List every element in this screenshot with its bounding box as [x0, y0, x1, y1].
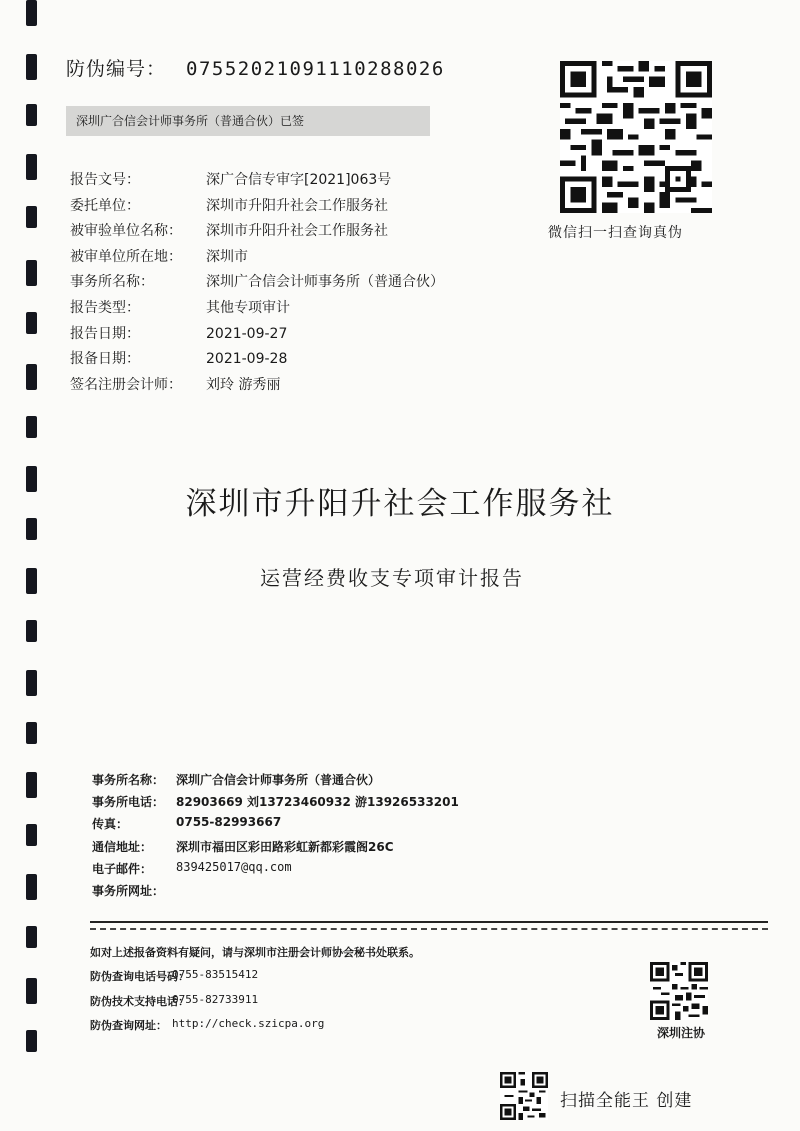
info-key: 被审单位所在地：	[70, 248, 182, 265]
binding-hole	[26, 206, 37, 228]
binding-hole	[26, 54, 37, 80]
client-row	[70, 196, 530, 222]
binding-hole	[26, 416, 37, 438]
contact-key: 事务所名称：	[92, 773, 165, 787]
footer-value: 0755-82733911	[172, 992, 259, 1006]
binding-hole	[26, 772, 37, 798]
contact-key: 通信地址：	[92, 839, 153, 854]
info-value: 深圳市升阳升社会工作服务社	[206, 197, 388, 214]
signing-accountants-row	[70, 375, 530, 401]
divider-solid	[90, 921, 768, 923]
contact-row	[92, 882, 552, 904]
filing-date-row	[70, 349, 530, 375]
binding-hole	[26, 364, 37, 390]
qr-caption: 微信扫一扫查询真伪	[548, 225, 683, 241]
binding-hole	[26, 926, 37, 948]
document-title: 深圳市升阳升社会工作服务社	[185, 486, 615, 522]
binding-hole	[26, 260, 37, 286]
signed-bar: 深圳广合信会计师事务所（普通合伙）已签	[66, 106, 430, 136]
binding-hole	[26, 722, 37, 744]
contact-row	[92, 771, 552, 793]
anti-counterfeit-number	[66, 54, 445, 81]
info-key: 委托单位：	[70, 197, 140, 214]
footer-key: 防伪技术支持电话：	[90, 994, 189, 1008]
binding-hole	[26, 670, 37, 696]
szicpa-qr-caption: 深圳注协	[656, 1026, 705, 1040]
binding-hole	[26, 104, 37, 126]
info-value: 深圳市	[206, 248, 248, 265]
footer-row	[90, 993, 610, 1018]
audited-entity-row	[70, 221, 530, 247]
contact-value: 839425017@qq.com	[176, 859, 292, 874]
anti-counterfeit-label: 防伪编号：	[66, 58, 167, 80]
contact-key: 电子邮件：	[92, 861, 153, 876]
contact-value: 82903669 刘13723460932 游13926533201	[176, 795, 459, 810]
entity-location-row	[70, 247, 530, 273]
info-key: 报告类型：	[70, 299, 140, 316]
info-value: 其他专项审计	[206, 299, 290, 316]
report-info-list	[70, 170, 530, 400]
info-key: 被审验单位名称：	[70, 223, 182, 240]
footer-row	[90, 1017, 610, 1042]
info-key: 事务所名称：	[70, 274, 154, 291]
report-type-row	[70, 298, 530, 324]
footer-key: 防伪查询网址：	[90, 1019, 167, 1032]
contact-row	[92, 860, 552, 882]
report-number-row	[70, 170, 530, 196]
footer-value[interactable]: http://check.szicpa.org	[172, 1017, 325, 1030]
info-value: 深圳市升阳升社会工作服务社	[206, 223, 388, 240]
contact-row	[92, 815, 552, 837]
contact-key: 传真：	[92, 817, 129, 832]
footer-row	[90, 968, 610, 993]
info-value: 2021-09-27	[206, 325, 288, 342]
binding-hole	[26, 824, 37, 846]
info-key: 报告文号：	[70, 172, 140, 188]
footer-value: 0755-83515412	[172, 968, 259, 981]
divider-dashed	[90, 928, 768, 930]
contact-value: 0755-82993667	[176, 815, 282, 830]
firm-name-row	[70, 272, 530, 298]
scanner-watermark: 扫描全能王 创建	[560, 1091, 693, 1111]
info-value: 2021-09-28	[206, 351, 288, 368]
info-key: 报告日期：	[70, 325, 140, 342]
firm-contacts	[92, 771, 552, 904]
binding-hole	[26, 154, 37, 180]
anti-counterfeit-code: 07552021091110288026	[186, 58, 445, 80]
verification-qr-code-icon[interactable]	[560, 58, 712, 216]
contact-value: 深圳广合信会计师事务所（普通合伙）	[176, 773, 381, 787]
info-value: 深广合信专审字[2021]063号	[206, 172, 392, 188]
binding-hole	[26, 620, 37, 642]
binding-hole	[26, 1030, 37, 1052]
info-key: 报备日期：	[70, 351, 140, 368]
footer-key: 防伪查询电话号码：	[90, 970, 189, 983]
contact-value: 深圳市福田区彩田路彩虹新都彩霞阁26C	[176, 839, 394, 854]
contact-key: 事务所网址：	[92, 883, 165, 898]
footer-info	[90, 944, 610, 1042]
contact-row	[92, 793, 552, 815]
report-date-row	[70, 324, 530, 350]
contact-key: 事务所电话：	[92, 795, 165, 810]
binding-hole	[26, 978, 37, 1004]
szicpa-qr-code-icon[interactable]	[650, 962, 708, 1020]
footer-notice: 如对上述报备资料有疑问，请与深圳市注册会计师协会秘书处联系。	[90, 946, 420, 959]
info-key: 签名注册会计师：	[70, 376, 182, 393]
binding-hole	[26, 0, 37, 26]
info-value: 刘玲 游秀丽	[206, 376, 281, 393]
binding-hole	[26, 312, 37, 334]
binding-hole	[26, 874, 37, 900]
contact-row	[92, 838, 552, 860]
document-subtitle: 运营经费收支专项审计报告	[260, 566, 524, 590]
info-value: 深圳广合信会计师事务所（普通合伙）	[206, 274, 444, 291]
scanner-qr-code-icon	[500, 1072, 548, 1120]
